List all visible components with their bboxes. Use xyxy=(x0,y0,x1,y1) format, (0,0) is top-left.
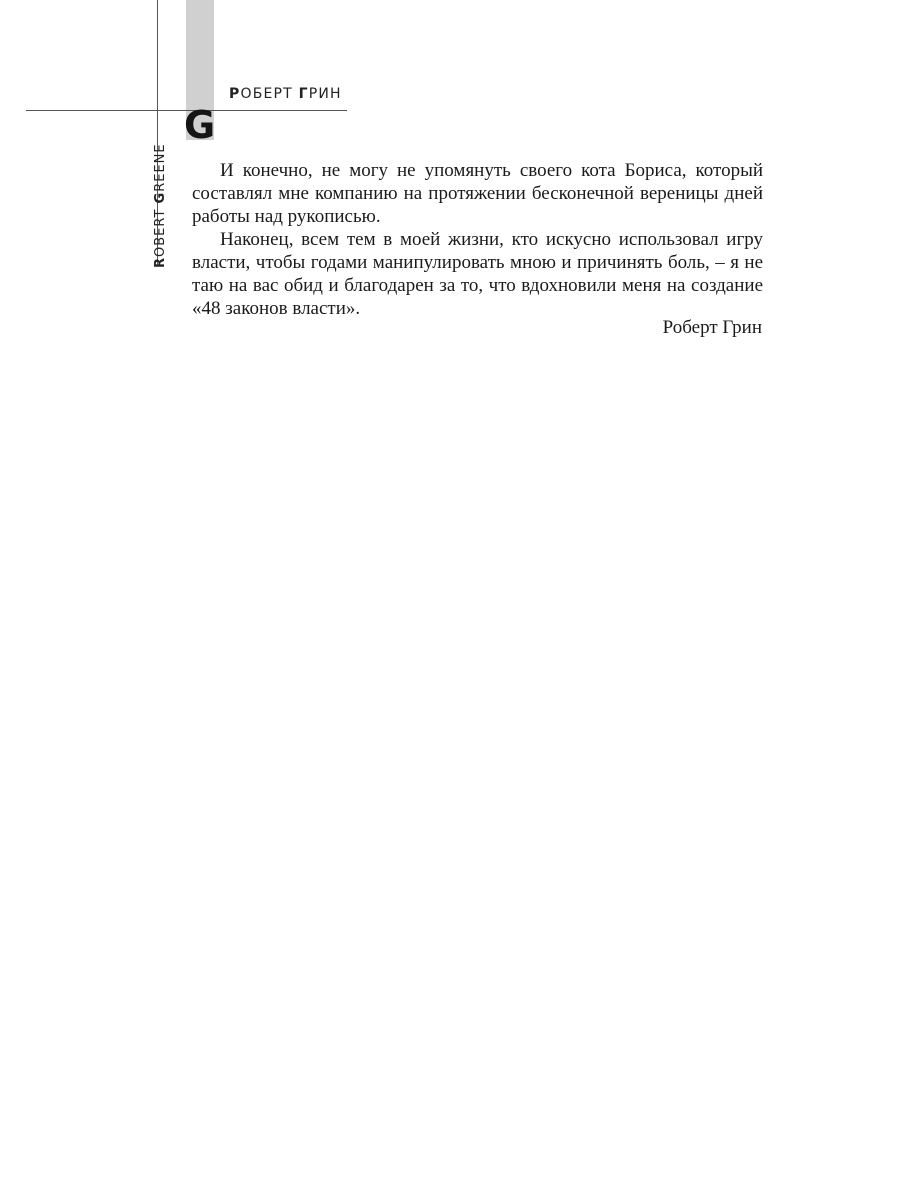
header-author-initial: Р xyxy=(229,86,241,102)
logo-letter: G xyxy=(184,103,216,147)
signature: Роберт Грин xyxy=(662,317,762,338)
running-header-author xyxy=(229,86,342,102)
side-label-first-name: OBERT xyxy=(153,203,168,257)
side-label-surname-initial: G xyxy=(153,191,168,204)
body-text xyxy=(192,159,763,320)
side-label-initial: R xyxy=(153,256,168,268)
header-author-surname: РИН xyxy=(308,86,342,102)
header-author-surname-initial: Г xyxy=(298,86,309,102)
vertical-author-label xyxy=(153,143,168,268)
header-author-first-name: ОБЕРТ xyxy=(240,86,299,102)
paragraph-cat: И конечно, не могу не упомянуть своего кота Бориса, который составлял мне компанию на протяжении бесконечной вереницы дней работы над рукописью. xyxy=(192,160,763,227)
side-label-surname: REENE xyxy=(153,143,168,192)
paragraph-dedication: Наконец, всем тем в моей жизни, кто искусно использовал игру власти, чтобы годами манипулировать мною и причинять боль, – я не таю на вас обид и благодарен за то, что вдохновили меня на создание «48 законов власти». xyxy=(192,229,763,319)
